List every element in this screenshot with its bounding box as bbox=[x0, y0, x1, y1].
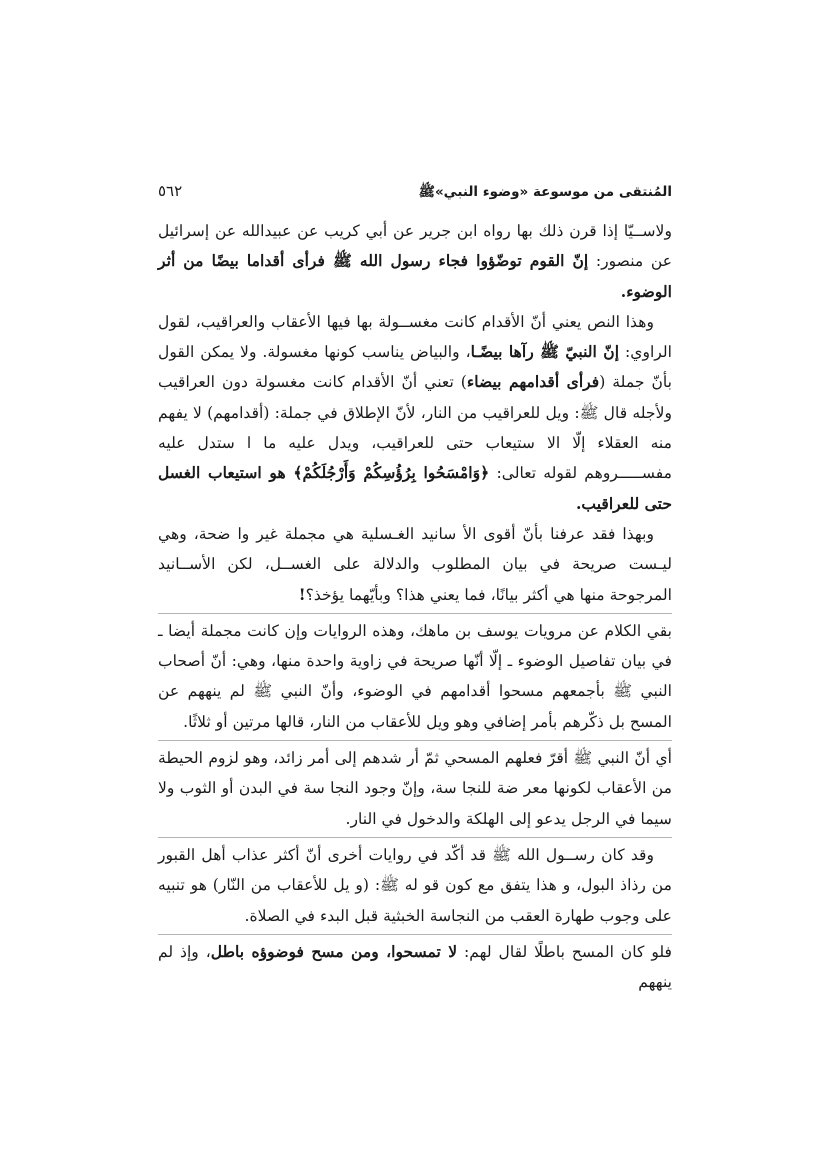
paragraph bbox=[158, 743, 672, 834]
book-title: المُنتقى من موسوعة «وضوء النبي»ﷺ bbox=[418, 184, 672, 200]
text-run: فلو كان المسح باطلًا لقال لهم: bbox=[457, 942, 672, 961]
paragraph bbox=[158, 307, 672, 519]
bold-text: لا تمسحوا، ومن مسح فوضوؤه باطل bbox=[210, 941, 458, 961]
text-run: ، وإذ لم ينههم bbox=[158, 942, 672, 992]
text-run: ) تعني أنّ الأقدام كانت مغسولة دون العراقيب ولأجله قال ﷺ: ويل للعراقيب من النار، لأنّ الإطلاق في جملة: (أقدامهم) لا يفهم منه العقلاء إلّا الا ستيعاب حتى للعراقيب، ويدل عليه ما ا ستدل عليه مفســـــروهم لقوله تعالى: bbox=[158, 373, 672, 483]
text-run: وقد كان رســول الله ﷺ قد أكّد في روايات أخرى أنّ أكثر عذاب أهل القبور من رذاذ البول، و هذا يتفق مع كون قو له ﷺ: (و يل للأعقاب من النّار) هو تنبيه على وجوب طهارة العقب من النجاسة الخبثية قبل البدء في الصلاة. bbox=[158, 845, 672, 925]
bold-text: فرأى أقدامهم بيضاء bbox=[466, 372, 600, 392]
text-run: أي أنّ النبي ﷺ أقرّ فعلهم المسحي ثمّ أر شدهم إلى أمر زائد، وهو لزوم الحيطة من الأعقاب لكونها معر ضة للنجا سة، وإنّ وجود النجا سة في البدن أو الثوب ولا سيما في الرجل يدعو إلى الهلكة والدخول في النار. bbox=[158, 749, 672, 828]
bold-text: ! bbox=[298, 584, 306, 604]
paragraph-separator bbox=[158, 613, 672, 614]
text-run: وبهذا فقد عرفنا بأنّ أقوى الأ سانيد الغـسلية هي مجملة غير وا ضحة، وهي ليـست صريحة في بيان المطلوب والدلالة على الغســل، لكن الأســانيد المرجوحة منها هي أكثر بيانًا، فما يعني هذا؟ وبأيّهما يؤخذ؟ bbox=[158, 524, 672, 604]
paragraph-separator bbox=[158, 740, 672, 741]
document-page bbox=[158, 182, 672, 997]
body-text bbox=[158, 216, 672, 997]
paragraph bbox=[158, 616, 672, 737]
page-number: ٥٦٢ bbox=[158, 182, 183, 200]
text-run: ، والبياض يناسب كونها مغسولة. ولا يمكن القول بأنّ جملة ( bbox=[158, 343, 672, 392]
paragraph bbox=[158, 937, 672, 998]
running-header bbox=[158, 182, 672, 216]
paragraph bbox=[158, 840, 672, 931]
bold-text: ﴿وَامْسَحُوا بِرُؤُسِكُمْ وَأَرْجُلَكُمْ﴾ هو استيعاب الغسل حتى للعراقيب. bbox=[158, 463, 672, 513]
bold-text: إنّ النبيّ ﷺ رآها بيضًـا bbox=[470, 342, 620, 362]
bold-text: إنّ القوم توضّؤوا فجاء رسول الله ﷺ فرأى أقداما بيضًا من أثر الوضوء. bbox=[158, 251, 672, 301]
text-run: وهذا النص يعني أنّ الأقدام كانت مغســولة بها فيها الأعقاب والعراقيب، لقول الراوي: bbox=[158, 312, 672, 362]
paragraph-separator bbox=[158, 837, 672, 838]
paragraph bbox=[158, 216, 672, 307]
text-run: بقي الكلام عن مرويات يوسف بن ماهك، وهذه الروايات وإن كانت مجملة أيضا ـ في بيان تفاصيل الوضوء ـ إلّا أنّها صريحة في زاوية واحدة منها، وهي: أنّ أصحاب النبي ﷺ بأجمعهم مسحوا أقدامهم في الوضوء، وأنّ النبي ﷺ لم ينههم عن المسح بل ذكّرهم بأمر إضافي وهو ويل للأعقاب من النار، قالها مرتين أو ثلاثًا. bbox=[158, 621, 672, 731]
paragraph bbox=[158, 519, 672, 610]
text-run: ولاســيّا إذا قرن ذلك بها رواه ابن جرير عن أبي كريب عن عبيدالله عن إسرائيل عن منصور: bbox=[158, 222, 673, 271]
paragraph-separator bbox=[158, 934, 672, 935]
